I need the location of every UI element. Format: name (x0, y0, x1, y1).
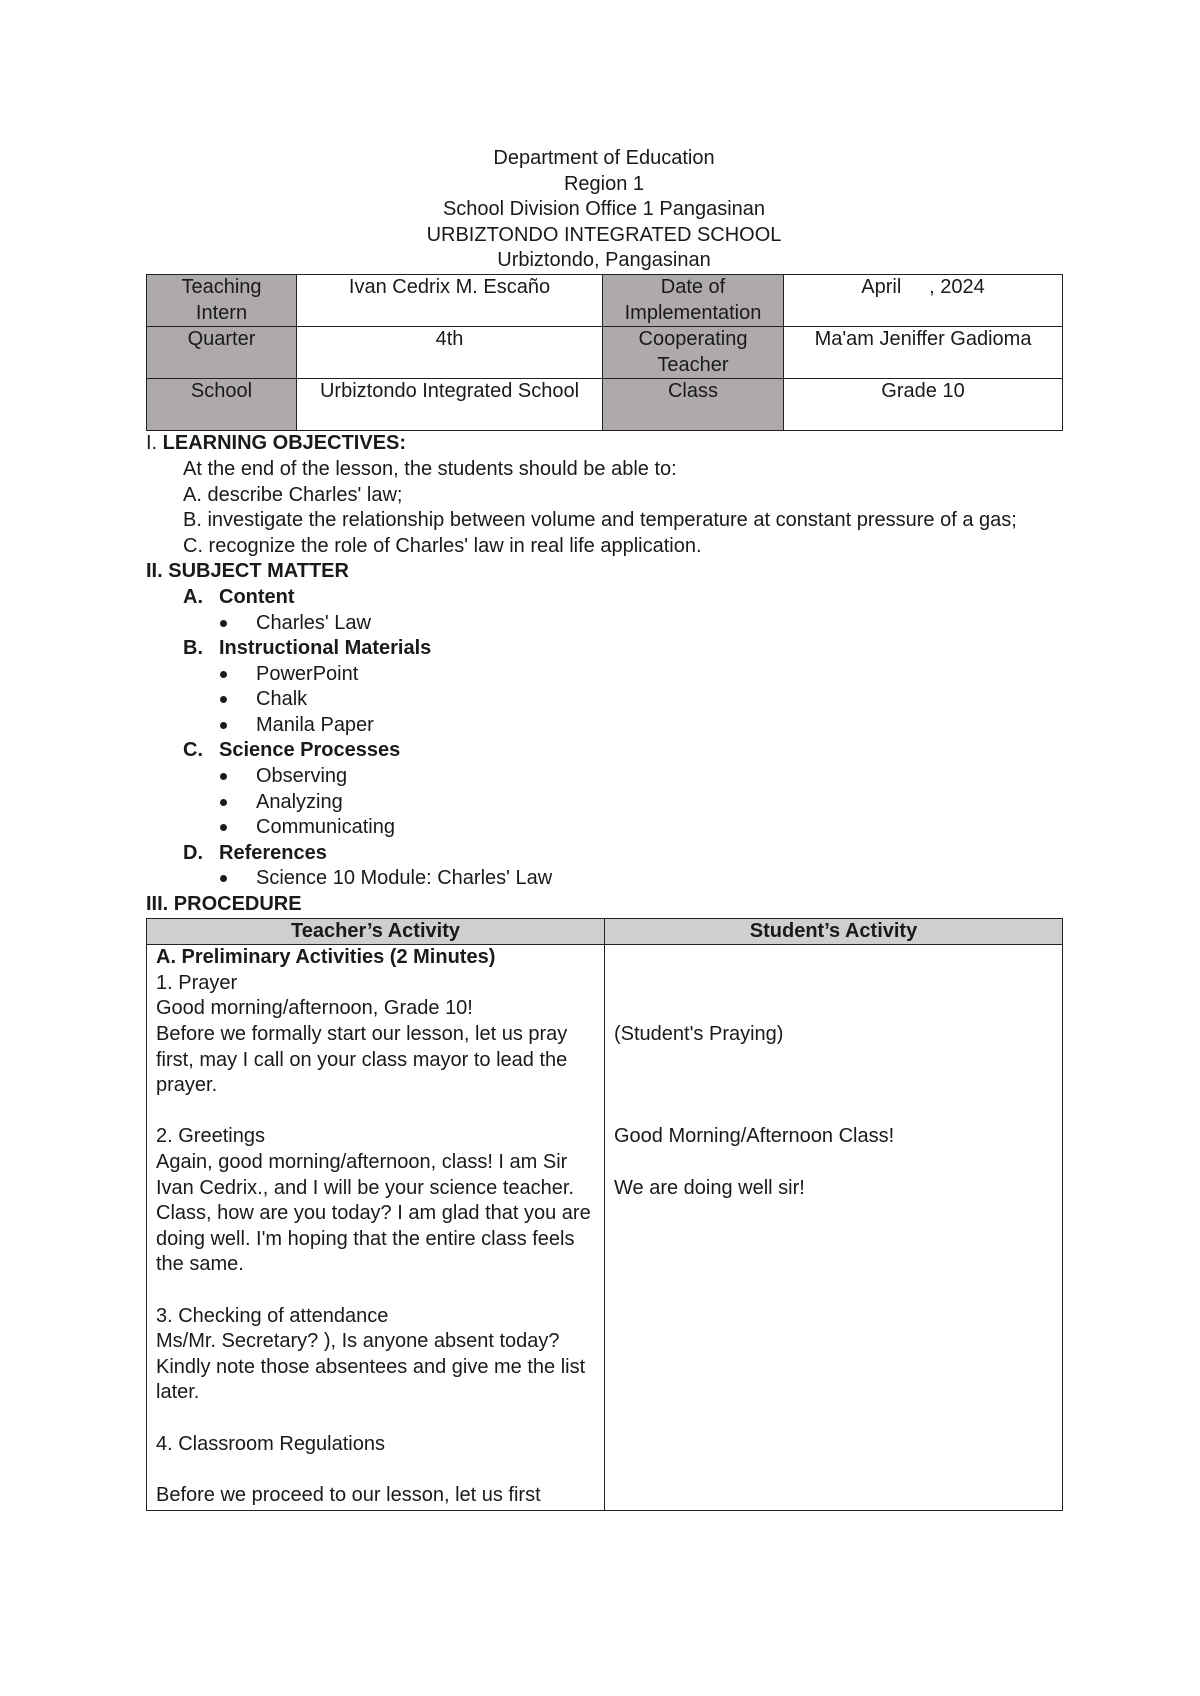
list-item: Science 10 Module: Charles' Law (256, 866, 1062, 892)
objective-c: C. recognize the role of Charles' law in real life application. (183, 534, 702, 557)
regulations-text: Before we proceed to our lesson, let us first (156, 1483, 541, 1506)
header-school: URBIZTONDO INTEGRATED SCHOOL (426, 223, 782, 246)
lesson-info-table (146, 274, 1063, 431)
regulations-title: 4. Classroom Regulations (156, 1432, 385, 1455)
header-region: Region 1 (563, 172, 645, 195)
greetings-text: Again, good morning/afternoon, class! I am Sir Ivan Cedrix., and I will be your science teacher. Class, how are you today? I am glad that you are doing well. I'm hoping that the entire class feels the same. (156, 1150, 591, 1276)
list-item: Communicating (256, 815, 1062, 841)
school-label: School (147, 379, 297, 431)
list-item: Manila Paper (256, 713, 1062, 739)
class-label: Class (603, 379, 784, 431)
objective-a: A. describe Charles' law; (183, 483, 403, 506)
table-row (147, 945, 1063, 1511)
student-activity-header: Student’s Activity (605, 918, 1063, 945)
table-row (147, 274, 1063, 326)
procedure-table (146, 918, 1063, 1512)
section-heading: I. LEARNING OBJECTIVES: (146, 432, 407, 455)
header-department: Department of Education (493, 147, 715, 169)
student-activity-cell (605, 945, 1063, 1511)
section-heading: II. SUBJECT MATTER (146, 560, 349, 583)
teaching-intern-label: Teaching Intern (147, 274, 297, 326)
prayer-greeting: Good morning/afternoon, Grade 10! (156, 997, 473, 1020)
document-header (146, 146, 1062, 274)
table-header-row (147, 918, 1063, 945)
table-row (147, 327, 1063, 379)
references-subheading: D. References (183, 841, 327, 864)
list-item: Analyzing (256, 790, 1062, 816)
prayer-instruction: Before we formally start our lesson, let us pray first, may I call on your class mayor to lead the prayer. (156, 1023, 568, 1097)
materials-list (146, 662, 1062, 739)
list-item: PowerPoint (256, 662, 1062, 688)
attendance-title: 3. Checking of attendance (156, 1304, 389, 1327)
list-item: Observing (256, 764, 1062, 790)
content-list (146, 611, 1062, 637)
lesson-plan-page (146, 146, 1062, 1511)
header-division: School Division Office 1 Pangasinan (442, 198, 766, 221)
class-value: Grade 10 (784, 379, 1063, 431)
materials-subheading: B. Instructional Materials (183, 637, 432, 660)
table-row (147, 379, 1063, 431)
section-heading: III. PROCEDURE (146, 893, 302, 916)
objective-b: B. investigate the relationship between volume and temperature at constant pressure of a gas; (183, 509, 1017, 532)
teacher-activity-header: Teacher’s Activity (147, 918, 605, 945)
student-praying: (Student's Praying) (614, 1023, 784, 1045)
teacher-activity-cell (147, 945, 605, 1511)
greetings-title: 2. Greetings (156, 1125, 265, 1148)
quarter-label: Quarter (147, 327, 297, 379)
references-list (146, 866, 1062, 892)
subject-matter-section (146, 559, 1062, 892)
cooperating-teacher-label: Cooperating Teacher (603, 327, 784, 379)
processes-subheading: C. Science Processes (183, 739, 401, 762)
date-value: April , 2024 (784, 274, 1063, 326)
cooperating-teacher-value: Ma'am Jeniffer Gadioma (784, 327, 1063, 379)
school-value: Urbiztondo Integrated School (297, 379, 603, 431)
prayer-title: 1. Prayer (156, 971, 238, 994)
preliminary-heading: A. Preliminary Activities (2 Minutes) (156, 946, 496, 969)
objectives-intro: At the end of the lesson, the students should be able to: (183, 457, 677, 480)
quarter-value: 4th (297, 327, 603, 379)
header-location: Urbiztondo, Pangasinan (497, 249, 711, 272)
learning-objectives-section (146, 431, 1062, 559)
date-label: Date of Implementation (603, 274, 784, 326)
attendance-text: Ms/Mr. Secretary? ), Is anyone absent today? Kindly note those absentees and give me the list later. (156, 1330, 586, 1404)
processes-list (146, 764, 1062, 841)
teaching-intern-value: Ivan Cedrix M. Escaño (297, 274, 603, 326)
list-item: Chalk (256, 687, 1062, 713)
student-greeting: Good Morning/Afternoon Class! (614, 1125, 895, 1148)
student-response: We are doing well sir! (614, 1176, 805, 1199)
content-subheading: A. Content (183, 585, 295, 608)
list-item: Charles' Law (256, 611, 1062, 637)
